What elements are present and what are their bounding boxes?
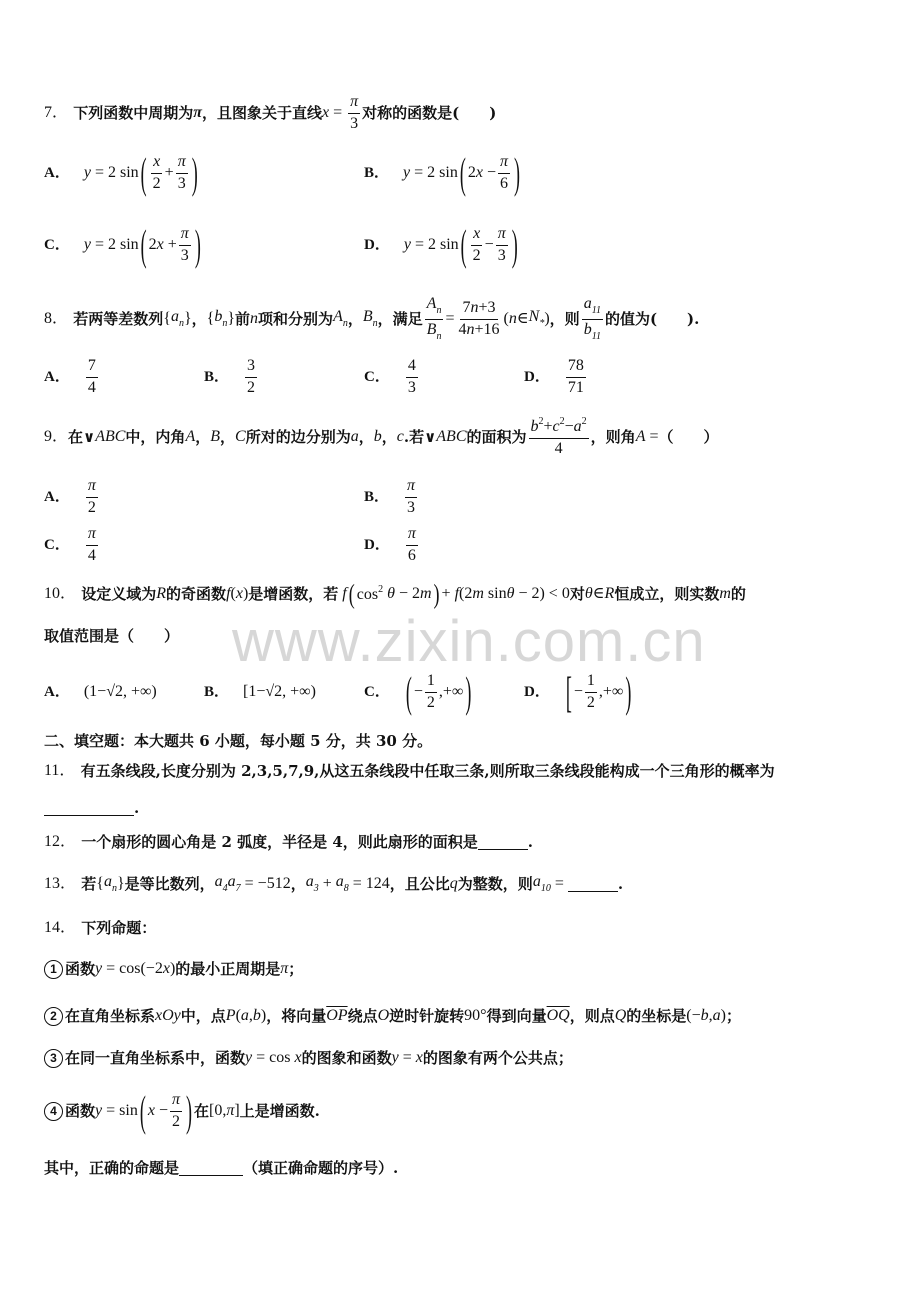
proposition-3: 3 在同一直角坐标系中，函数 y = cos x 的图象和函数 y = x 的图象有两个公共点； [44, 1046, 573, 1070]
q10-option-a: A． (1−√2, +∞) [44, 683, 157, 700]
q9-option-c: C． π 4 [44, 524, 96, 564]
q10-option-c: C． ( − $\frac{1}{2}$ ,+∞ ) [364, 668, 472, 716]
question-11-stem: 11． 有五条线段,长度分别为 2,3,5,7,9,从这五条线段中任取三条,则所取三条线段能构成一个三角形的概率为 [44, 761, 775, 780]
proposition-4: 4 函数 y = sin ( x − $\frac{\pi}{2}$ ) 在 [0, π ] 上是增函数. [44, 1090, 320, 1132]
q9-option-a: A． π 2 [44, 476, 96, 516]
q8-option-d: D． 78 71 [524, 356, 584, 396]
q8-option-a: A． 7 4 [44, 356, 96, 396]
final-answer-line: 其中，正确的命题是 （填正确命题的序号）. [44, 1158, 399, 1177]
q9-option-d: D． π 6 [364, 524, 416, 564]
q7-option-a: A． y = 2 sin ( x 2 + $\frac{\pi}{3}$ ) [44, 149, 198, 197]
q10-option-b: B． [1−√2, +∞) [204, 683, 316, 700]
question-9-stem: 9． 在∨ ABC 中，内角 A ， B ， C 所对的边分别为 a ， b ， c .若∨ ABC 的面积为 $b^2+c^2-a^2$ 4 ，则角 A = （ ） [44, 415, 719, 457]
question-10-line2: 取值范围是（ ） [44, 626, 180, 645]
watermark: www.zixin.com.cn [232, 609, 706, 674]
question-8-stem: 8． 若两等差数列 { $a_n$ } ， { $b_n$ } 前 n 项和分别为 $A_n$ ， $B_n$ ，满足 $\frac{A_n}{B_n}$ = $\frac{7n+3}{4n+16}$ ( n ∈ $N_*$ ) ，则 $a_{11}$ $b_{11}$ 的值为( ). [44, 295, 700, 342]
proposition-1: 1 函数 y = cos(−2 x ) 的最小正周期是 π ； [44, 956, 303, 982]
question-7-stem: 7． 下列函数中周期为 π ，且图象关于直线 x = $\frac{\pi}{3}$ 对称的函数是( ) [44, 92, 497, 132]
question-13-stem: 13． 若 { $a_n$ } 是等比数列， $a_4a_7$ = −512 ， $a_3$ + $a_8$ = 124 ，且公比 q 为整数，则 $a_{10}$ = . [44, 873, 624, 894]
question-12-stem: 12． 一个扇形的圆心角是 2 弧度，半径是 4，则此扇形的面积是 . [44, 832, 534, 851]
question-10-stem: 10． 设定义域为 R 的奇函数 f ( x ) 是增函数，若 f ( $\cos^2$ θ − 2 m ) + f (2 m sin θ − 2) < 0 对 θ ∈ R 恒成立，则实数 m 的 [44, 579, 746, 609]
proposition-2: 2 在直角坐标系 xOy 中，点 P ( a , b ) ，将向量 $\overline{OP}$ 绕点 O 逆时针旋转 90° 得到向量 $\overline{OQ}$ ，则点 Q 的坐标是 (− b , a ) ； [44, 1002, 741, 1030]
q10-option-d: D． [ − $\frac{1}{2}$ ,+∞ ) [524, 668, 632, 716]
q7-option-c: C． y = 2 sin ( 2 x + $\frac{\pi}{3}$ ) [44, 221, 201, 269]
question-14-stem: 14． 下列命题： [44, 918, 157, 937]
q8-option-b: B． 3 2 [204, 356, 256, 396]
q7-option-b: B． y = 2 sin ( 2 x − $\frac{\pi}{6}$ ) [364, 149, 520, 197]
q7-option-d: D． y = 2 sin ( x 2 − $\frac{\pi}{3}$ ) [364, 221, 518, 269]
section-2-heading: 二、填空题：本大题共 6 小题，每小题 5 分，共 30 分。 [44, 731, 433, 750]
question-11-blank: . [44, 798, 139, 818]
q9-option-b: B． π 3 [364, 476, 416, 516]
q8-option-c: C． 4 3 [364, 356, 416, 396]
